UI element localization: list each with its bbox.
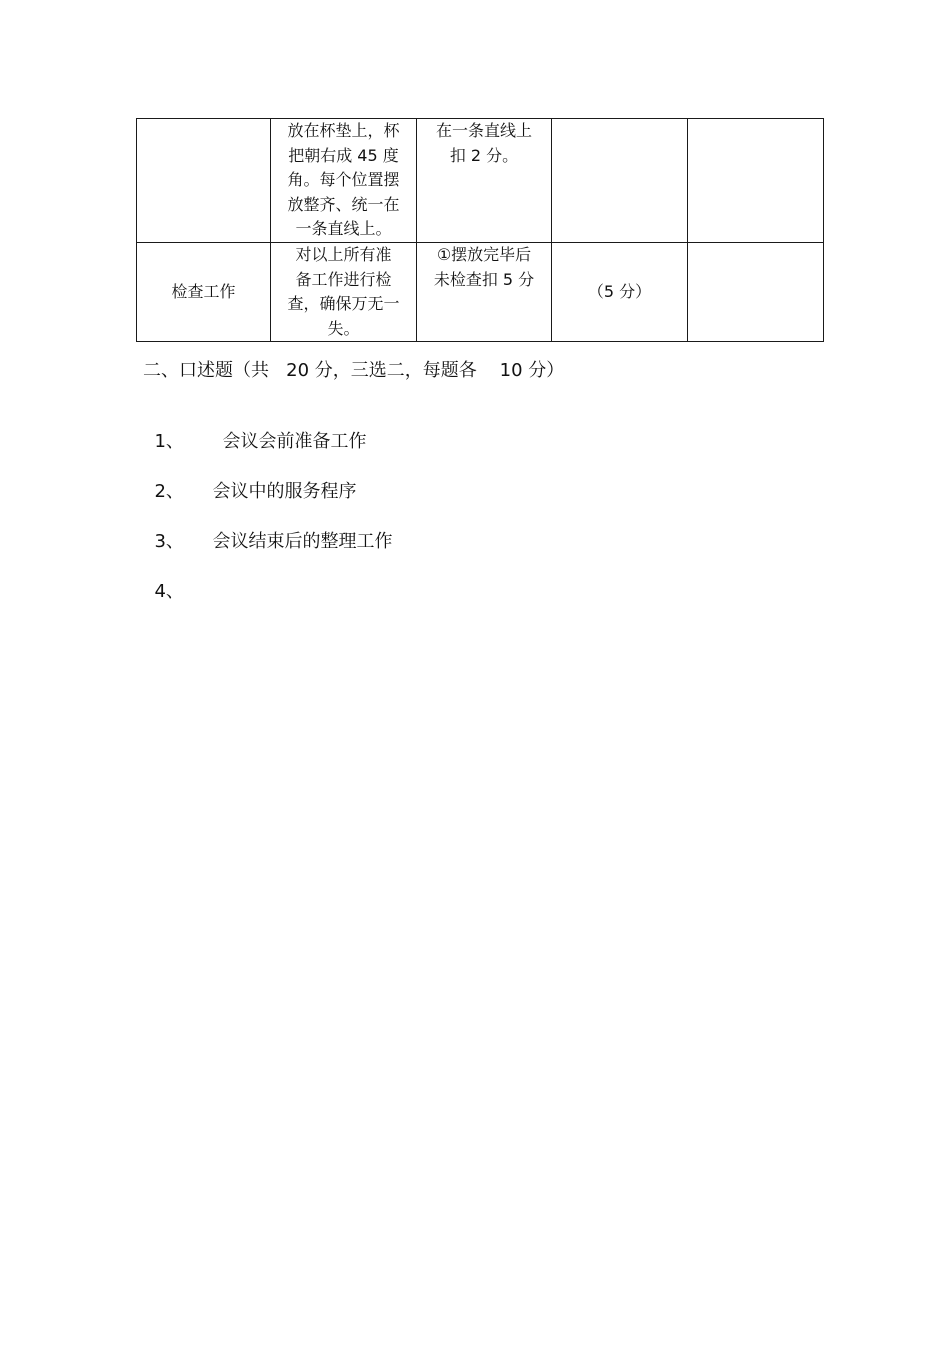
deduction-line: 在一条直线上 (435, 121, 532, 140)
question-item (143, 406, 366, 453)
requirement-line: 查，确保万无一 (287, 294, 400, 313)
deduction-line: ①摆放完毕后 (436, 245, 532, 264)
question-item (143, 456, 356, 503)
requirement-line: 失。 (327, 318, 360, 338)
question-number: 1、 (154, 431, 184, 452)
question-item (143, 556, 212, 603)
score-cell (552, 119, 688, 243)
question-number: 4、 (154, 581, 184, 602)
requirement-line: 备工作进行检 (295, 269, 392, 289)
item-cell: 检查工作 (137, 243, 271, 342)
deduction-cell (417, 243, 552, 342)
remark-cell (688, 243, 824, 342)
deduction-line: 未检查扣 5 分 (433, 269, 535, 289)
requirement-line: 角。每个位置摆 (287, 170, 400, 189)
score-table (136, 118, 824, 342)
section-title: 二、口述题（共 20 分，三选二，每题各 10 分） (143, 360, 565, 381)
requirement-line: 一条直线上。 (295, 219, 392, 238)
requirement-line: 放在杯垫上，杯 (287, 121, 400, 140)
question-text: 会议会前准备工作 (222, 431, 367, 452)
requirement-cell (271, 119, 417, 243)
deduction-line: 扣 2 分。 (449, 145, 519, 165)
score-cell: （5 分） (552, 243, 688, 342)
requirement-cell (271, 243, 417, 342)
question-number: 3、 (154, 531, 184, 552)
question-item (143, 506, 392, 553)
requirement-line: 放整齐、统一在 (287, 194, 400, 214)
question-text: 会议中的服务程序 (212, 481, 357, 502)
item-cell (137, 119, 271, 243)
requirement-line: 把朝右成 45 度 (288, 145, 399, 165)
requirement-line: 对以上所有准 (295, 245, 392, 264)
remark-cell (688, 119, 824, 243)
table-row (137, 243, 824, 342)
deduction-cell (417, 119, 552, 243)
question-number: 2、 (154, 481, 184, 502)
question-text: 会议结束后的整理工作 (212, 531, 393, 552)
table-row (137, 119, 824, 243)
